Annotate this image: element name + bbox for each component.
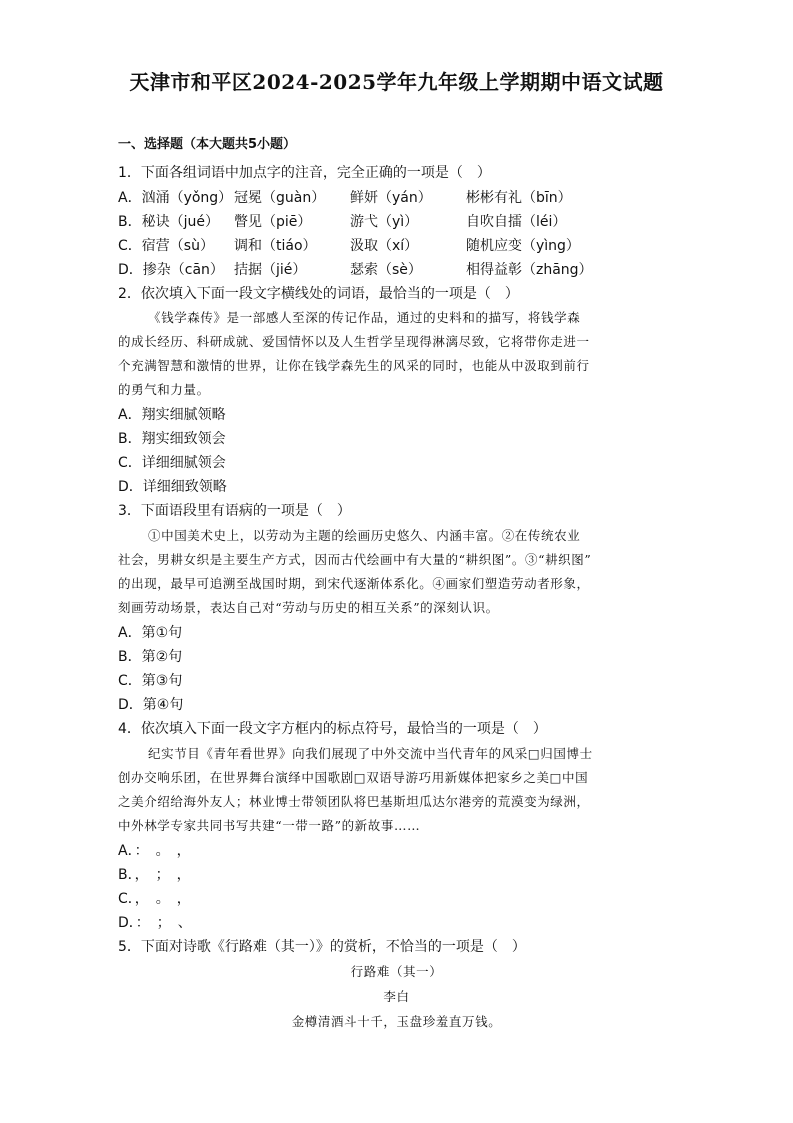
q1-c-word-2: 调和（tiáo） [234,238,317,254]
q4-option-a[interactable]: A．： 。 ， [118,843,191,859]
q1-option-d[interactable] [118,261,593,279]
q3-stem: 3．下面语段里有语病的一项是（ ） [118,503,351,519]
q1-d-word-1: D．掺杂（cān） [118,262,224,278]
q1-a-word-2: 冠冕（guàn） [234,190,326,206]
q4-passage-line-1: 纪实节目《青年看世界》向我们展现了中外交流中当代青年的风采□归国博士 [148,746,593,761]
q1-a-word-3: 鲜妍（yán） [350,190,432,206]
q4-passage-line-2: 创办交响乐团，在世界舞台演绎中国歌剧□双语导游巧用新媒体把家乡之美□中国 [118,770,589,785]
q1-d-word-3: 瑟索（sè） [350,262,422,278]
q2-option-d[interactable]: D．详细细致领略 [118,479,227,495]
q2-passage-line-3: 个充满智慧和激情的世界，让你在钱学森先生的风采的同时，也能从中汲取到前行 [118,358,590,373]
q3-passage-line-4: 刻画劳动场景，表达自己对“劳动与历史的相互关系”的深刻认识。 [118,600,499,615]
q1-d-word-2: 拮据（jié） [234,262,307,278]
q2-passage-line-1: 《钱学森传》是一部感人至深的传记作品，通过的史料和的描写，将钱学森 [148,310,581,325]
q1-c-word-3: 汲取（xí） [350,238,419,254]
q1-a-word-1: A．汹涌（yǒng） [118,190,233,206]
q3-option-c[interactable]: C．第③句 [118,673,183,689]
q3-passage-line-3: 的出现，最早可追溯至战国时期，到宋代逐渐体系化。④画家们塑造劳动者形象， [118,576,590,591]
q2-option-a[interactable]: A．翔实细腻领略 [118,407,226,423]
q3-passage-line-1: ①中国美术史上，以劳动为主题的绘画历史悠久、内涵丰富。②在传统农业 [148,528,581,543]
q4-passage-line-4: 中外林学专家共同书写共建“一带一路”的新故事…… [118,818,421,833]
q1-option-a[interactable] [118,189,572,207]
q2-option-b[interactable]: B．翔实细致领会 [118,431,226,447]
q2-option-c[interactable]: C．详细细腻领会 [118,455,226,471]
q4-stem: 4．依次填入下面一段文字方框内的标点符号，最恰当的一项是（ ） [118,721,547,737]
q4-option-d[interactable]: D．： ； 、 [118,915,192,931]
q1-b-word-3: 游弋（yì） [350,214,419,230]
section-heading: 一、选择题（本大题共5小题） [118,137,297,152]
q1-c-word-1: C．宿营（sù） [118,238,214,254]
q4-passage-line-3: 之美介绍给海外友人；林业博士带领团队将巴基斯坦瓜达尔港旁的荒漠变为绿洲， [118,794,590,809]
q1-a-word-4: 彬彬有礼（bīn） [466,190,572,206]
q2-passage-line-2: 的成长经历、科研成就、爱国情怀以及人生哲学呈现得淋漓尽致，它将带你走进一 [118,334,590,349]
exam-title: 天津市和平区2024-2025学年九年级上学期期中语文试题 [129,70,664,94]
q5-stem: 5．下面对诗歌《行路难（其一）》的赏析，不恰当的一项是（ ） [118,939,526,955]
q1-option-c[interactable] [118,237,580,255]
q3-passage-line-2: 社会，男耕女织是主要生产方式，因而古代绘画中有大量的“耕织图”。③“耕织图” [118,552,592,567]
q2-passage-line-4: 的勇气和力量。 [118,382,210,397]
q4-option-c[interactable]: C．， 。 ， [118,891,191,907]
q3-option-d[interactable]: D．第④句 [118,697,184,713]
q1-b-word-4: 自吹自擂（léi） [466,214,567,230]
q5-poem-author: 李白 [383,989,410,1004]
q4-option-b[interactable]: B．， ； ， [118,867,191,883]
q1-stem: 1．下面各组词语中加点字的注音，完全正确的一项是（ ） [118,165,491,181]
q1-b-word-1: B．秘诀（jué） [118,214,219,230]
q1-d-word-4: 相得益彰（zhāng） [466,262,593,278]
q5-poem-line-1: 金樽清酒斗十千，玉盘珍羞直万钱。 [291,1014,502,1029]
q3-option-a[interactable]: A．第①句 [118,625,183,641]
q1-option-b[interactable] [118,213,566,231]
q5-poem-title: 行路难（其一） [350,964,443,979]
q2-stem: 2．依次填入下面一段文字横线处的词语，最恰当的一项是（ ） [118,286,519,302]
q3-option-b[interactable]: B．第②句 [118,649,183,665]
q1-c-word-4: 随机应变（yìng） [466,238,580,254]
q1-b-word-2: 瞥见（piē） [234,214,312,230]
